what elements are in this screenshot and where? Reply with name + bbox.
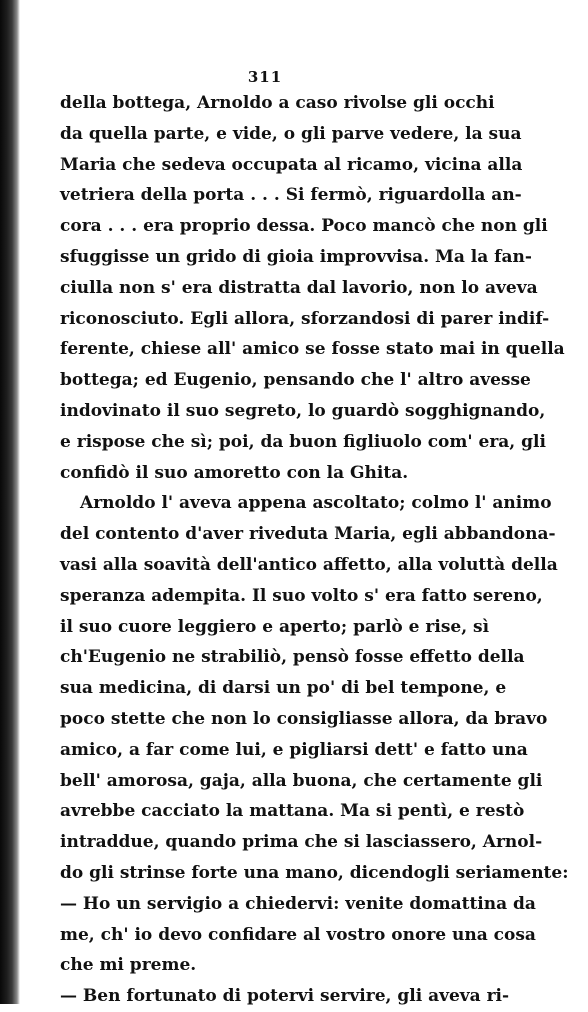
text-line: ciulla non s' era distratta dal lavorio, non lo aveva: [60, 277, 538, 298]
text-line: ferente, chiese all' amico se fosse stato mai in quella: [60, 339, 565, 360]
text-line: poco stette che non lo consigliasse allora, da bravo: [60, 708, 548, 729]
text-line: il suo cuore leggiero e aperto; parlò e rise, sì: [60, 616, 490, 637]
text-line: me, ch' io devo confidare al vostro onore una cosa: [60, 924, 536, 945]
text-line: speranza adempita. Il suo volto s' era fatto sereno,: [60, 585, 543, 606]
text-line: vetriera della porta . . . Si fermò, riguardolla an-: [60, 185, 522, 206]
paragraph-end-line: confidò il suo amoretto con la Ghita.: [60, 462, 409, 483]
text-line: sua medicina, di darsi un po' di bel tempone, e: [60, 678, 507, 699]
text-line: da quella parte, e vide, o gli parve vedere, la sua: [60, 123, 522, 144]
text-line: vasi alla soavità dell'antico affetto, alla voluttà della: [60, 554, 558, 575]
text-line: do gli strinse forte una mano, dicendogli seriamente:: [60, 862, 569, 883]
text-line: del contento d'aver riveduta Maria, egli abbandona-: [60, 524, 556, 545]
text-line: intraddue, quando prima che si lasciassero, Arnol-: [60, 832, 543, 853]
text-line: sfuggisse un grido di gioia improvvisa. Ma la fan-: [60, 246, 532, 267]
body-text: [60, 88, 569, 1012]
text-line: ch'Eugenio ne strabiliò, pensò fosse effetto della: [60, 647, 525, 668]
text-line: della bottega, Arnoldo a caso rivolse gli occhi: [60, 93, 495, 113]
text-line: e rispose che sì; poi, da buon figliuolo com' era, gli: [60, 431, 546, 452]
text-line: Maria che sedeva occupata al ricamo, vicina alla: [60, 154, 523, 175]
text-line: avrebbe cacciato la mattana. Ma si pentì, e restò: [60, 801, 525, 822]
text-line: bottega; ed Eugenio, pensando che l' altro avesse: [60, 370, 531, 391]
text-line: amico, a far come lui, e pigliarsi dett' e fatto una: [60, 739, 528, 760]
dialogue-line: — Ho un servigio a chiedervi: venite domattina da: [60, 893, 536, 914]
paragraph-start-line: Arnoldo l' aveva appena ascoltato; colmo l' animo: [80, 493, 552, 514]
paragraph-end-line: che mi preme.: [60, 955, 197, 976]
text-line: cora . . . era proprio dessa. Poco mancò che non gli: [60, 216, 548, 237]
book-binding-edge: [0, 0, 20, 1004]
text-line: bell' amorosa, gaja, alla buona, che certamente gli: [60, 770, 543, 791]
text-line: indovinato il suo segreto, lo guardò sogghignando,: [60, 400, 546, 421]
dialogue-line: — Ben fortunato di potervi servire, gli aveva ri-: [60, 986, 510, 1007]
text-line: riconosciuto. Egli allora, sforzandosi di parer indif-: [60, 308, 550, 329]
page-number: 311: [247, 68, 283, 86]
